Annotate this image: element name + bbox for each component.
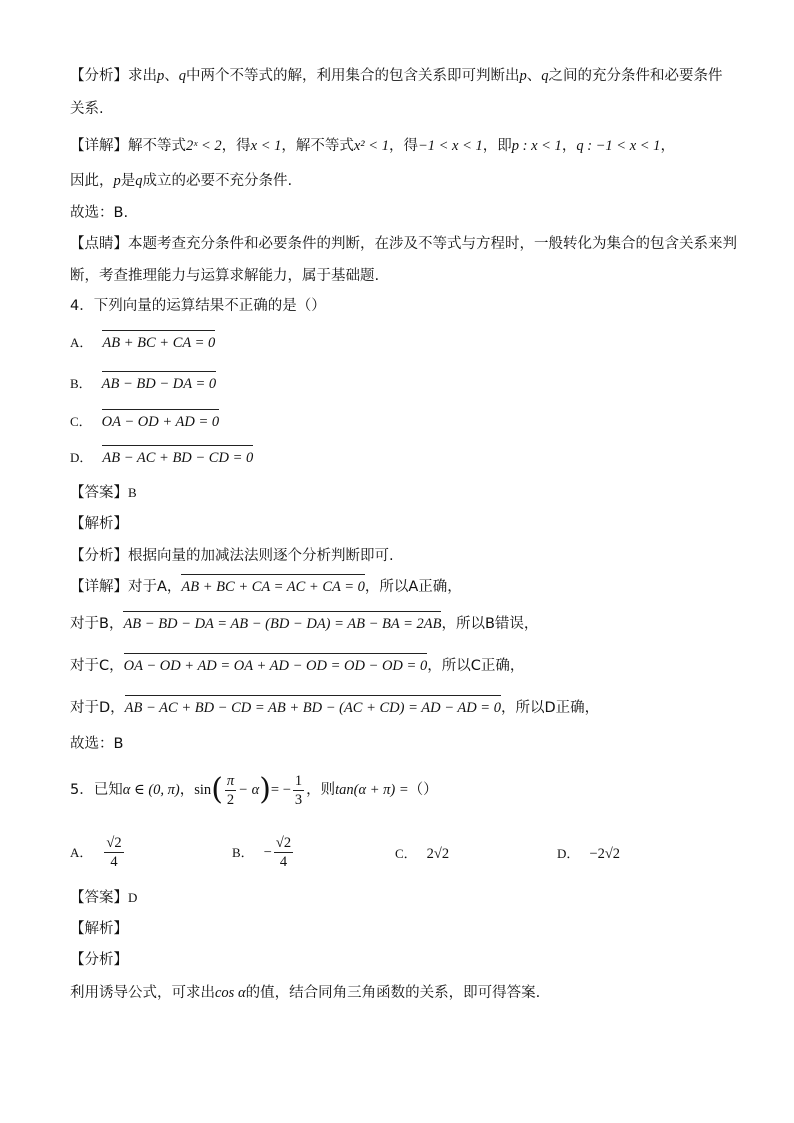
option-label: A． (70, 844, 93, 860)
solution-tag: 【解析】 (70, 921, 128, 937)
q4-detail-a (70, 577, 734, 597)
q5-options (70, 834, 734, 878)
inequality: x² < 1 (353, 138, 389, 154)
separator: ， (660, 138, 675, 154)
term: − α (238, 782, 260, 798)
q5-analysis (70, 983, 734, 1003)
analysis-tag: 【分析】 (70, 952, 128, 968)
option-label: D． (70, 450, 93, 465)
var-q: q (135, 173, 143, 189)
question-stem: 5．已知 (70, 782, 123, 798)
option-label: D． (557, 846, 580, 861)
analysis-text: 根据向量的加减法法则逐个分析判断即可. (128, 548, 394, 564)
detail-text: ，得 (221, 138, 251, 154)
vector-expression: OA − OD + AD = OA + AD − OD = OD − OD = 0 (123, 658, 428, 674)
q5-option-d (557, 844, 620, 864)
denominator: 4 (110, 854, 118, 870)
q5-analysis-tag (70, 950, 734, 970)
detail-text: ，得 (388, 138, 418, 154)
q5-option-a (70, 834, 126, 871)
comment-line-2 (70, 266, 734, 286)
numerator: √2 (106, 835, 122, 851)
analysis-line-1 (70, 66, 734, 86)
detail-tag: 【详解】 (70, 579, 128, 595)
right-paren: ) (259, 772, 271, 807)
vector-expression: OA − OD + AD = 0 (101, 414, 220, 430)
comment-text: 断，考查推理能力与运算求解能力，属于基础题. (70, 268, 380, 284)
option-label: C． (395, 846, 417, 861)
detail-text: 对于D， (70, 700, 125, 716)
option-label: A． (70, 335, 93, 350)
equals-sign: = − (270, 782, 291, 798)
question-5-stem (70, 770, 734, 810)
analysis-line-2 (70, 99, 734, 119)
choice-text: 故选：B. (70, 205, 129, 221)
option-label: B． (70, 376, 92, 391)
var-q: q (178, 68, 186, 84)
separator: ， (561, 138, 577, 154)
detail-line-1 (70, 136, 734, 156)
inequality: 2ˣ < 2 (186, 138, 222, 154)
fraction (104, 834, 123, 871)
q4-jiexi (70, 514, 734, 534)
left-paren: ( (211, 772, 223, 807)
separator: ， (179, 782, 195, 798)
detail-text: ，所以C正确， (427, 658, 525, 674)
vector-expression: AB − BD − DA = AB − (BD − DA) = AB − BA = 2AB (123, 616, 442, 632)
analysis-text: 之间的充分条件和必要条件 (548, 68, 723, 84)
vector-expression: AB − AC + BD − CD = AB + BD − (AC + CD) = AD − AD = 0 (124, 700, 501, 716)
denominator: 3 (294, 791, 303, 808)
q4-detail-b (70, 614, 734, 634)
question-stem: 4．下列向量的运算结果不正确的是（） (70, 298, 326, 314)
detail-text: 对于A， (128, 579, 182, 595)
q5-jiexi (70, 919, 734, 939)
comment-text: 本题考查充分条件和必要条件的判断，在涉及不等式与方程时，一般转化为集合的包含关系来判 (128, 236, 737, 252)
detail-text: ，解不等式 (281, 138, 354, 154)
q5-answer (70, 888, 734, 908)
analysis-text: 利用诱导公式，可求出 (70, 985, 215, 1001)
answer-tag: 【答案】 (70, 890, 128, 906)
detail-text: 是 (120, 173, 136, 189)
detail-text: ，即 (482, 138, 512, 154)
q4-option-b (70, 374, 734, 394)
comment-tag: 【点睛】 (70, 236, 128, 252)
separator: 、 (164, 68, 179, 84)
detail-line-2 (70, 171, 734, 191)
condition: α ∈ (0, π) (122, 782, 180, 798)
var-p: p (157, 68, 165, 84)
analysis-text: 求出 (128, 68, 157, 84)
detail-text: ，所以B错误， (441, 616, 539, 632)
vector-expression: AB + BC + CA = 0 (102, 335, 216, 351)
q4-answer (70, 483, 734, 503)
vector-expression: AB − BD − DA = 0 (101, 376, 217, 392)
question-4-stem (70, 296, 734, 316)
set-q: q : −1 < x < 1 (576, 138, 661, 154)
detail-text: ，所以A正确， (364, 579, 462, 595)
q4-detail-c (70, 656, 734, 676)
detail-text: 解不等式 (128, 138, 186, 154)
denominator: 4 (279, 854, 288, 870)
detail-text: 对于B， (70, 616, 124, 632)
analysis-tag: 【分析】 (70, 68, 128, 84)
comment-line-1 (70, 234, 737, 254)
solution: x < 1 (250, 138, 282, 154)
detail-text: 因此， (70, 173, 114, 189)
var-p: p (113, 173, 121, 189)
detail-text: ，则 (306, 782, 336, 798)
separator: 、 (526, 68, 542, 84)
analysis-text: 的值，结合同角三角函数的关系，即可得答案. (245, 985, 541, 1001)
detail-text: 成立的必要不充分条件. (142, 173, 293, 189)
pi-over-two (225, 772, 236, 809)
numerator: 1 (294, 772, 303, 789)
q4-detail-d (70, 698, 734, 718)
sign: − (263, 844, 272, 861)
choice-line (70, 203, 734, 223)
blank-paren: （） (408, 782, 438, 798)
option-expression: 2√2 (426, 846, 450, 862)
answer-value: D (128, 890, 138, 905)
set-p: p : x < 1 (511, 138, 562, 154)
q4-choice (70, 734, 734, 754)
solution-tag: 【解析】 (70, 516, 128, 532)
analysis-text: 中两个不等式的解，利用集合的包含关系即可判断出 (186, 68, 520, 84)
answer-value: B (128, 485, 137, 500)
option-label: B． (232, 844, 254, 860)
cos-alpha: cos α (215, 985, 246, 1001)
solution: −1 < x < 1 (417, 138, 483, 154)
q4-option-d (70, 448, 734, 468)
numerator: √2 (275, 835, 292, 851)
option-label: C． (70, 414, 92, 429)
detail-tag: 【详解】 (70, 138, 128, 154)
denominator: 2 (226, 791, 235, 808)
q4-option-a (70, 333, 734, 353)
q4-analysis (70, 546, 734, 566)
target-expression: tan(α + π) = (335, 782, 409, 798)
q5-option-b (232, 834, 295, 871)
answer-tag: 【答案】 (70, 485, 128, 501)
var-p: p (519, 68, 527, 84)
var-q: q (541, 68, 549, 84)
analysis-tag: 【分析】 (70, 548, 128, 564)
q4-option-c (70, 412, 734, 432)
option-expression: −2√2 (589, 846, 621, 862)
function-name: sin (194, 782, 212, 798)
vector-expression: AB − AC + BD − CD = 0 (102, 450, 254, 466)
one-third (293, 772, 304, 809)
fraction (274, 834, 293, 871)
choice-text: 故选：B (70, 736, 124, 752)
vector-expression: AB + BC + CA = AC + CA = 0 (181, 579, 365, 595)
numerator: π (226, 772, 235, 789)
detail-text: 对于C， (70, 658, 124, 674)
detail-text: ，所以D正确， (500, 700, 600, 716)
q5-option-c (395, 844, 449, 864)
analysis-text: 关系. (70, 101, 104, 117)
